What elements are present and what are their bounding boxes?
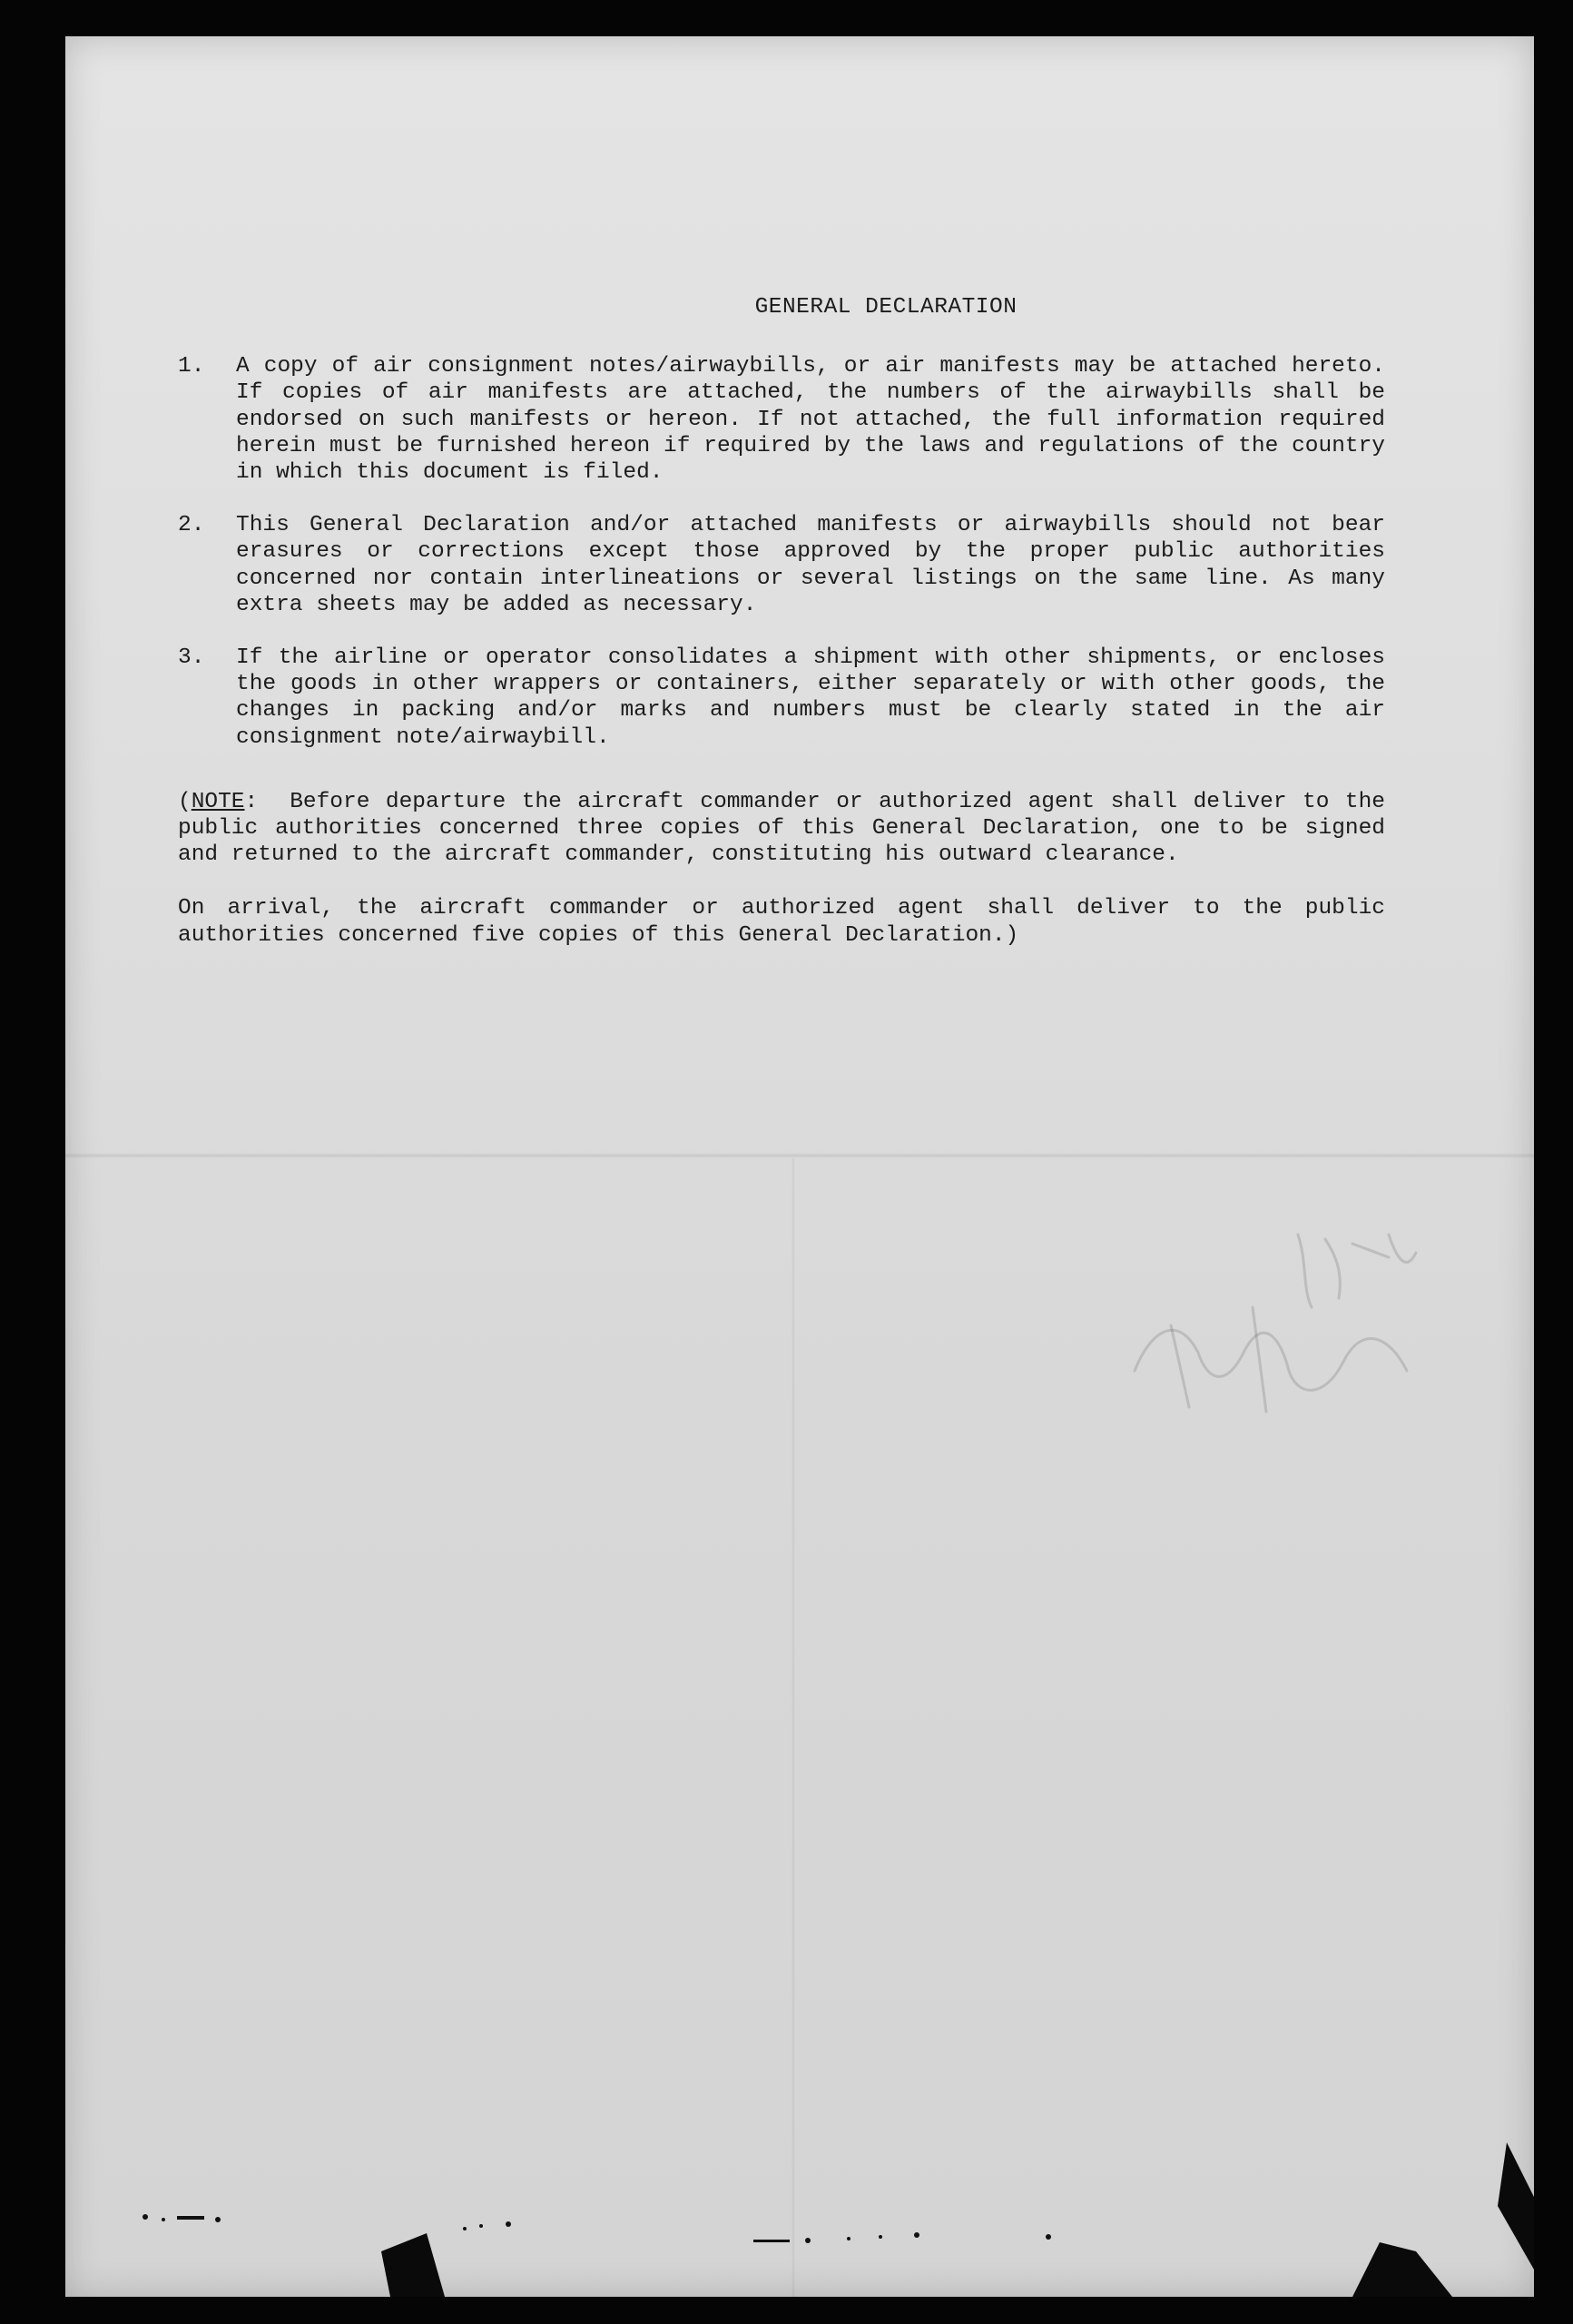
list-item-2: [178, 512, 1385, 618]
fold-line-vertical: [791, 1158, 795, 2297]
list-item-3: [178, 645, 1385, 751]
arrival-paragraph: On arrival, the aircraft commander or authorized agent shall deliver to the public authorities concerned five copies of this General Declaration.): [178, 896, 1385, 948]
note-label: NOTE: [191, 789, 245, 814]
item-number: 2.: [178, 513, 205, 538]
document-body: [178, 294, 1385, 949]
note-text: Before departure the aircraft commander or authorized agent shall deliver to the public authorities concerned three copies of this General Declaration, one to be signed and returned to the aircraft commander, constituting his outward clearance.: [178, 789, 1386, 868]
list-item-1: [178, 353, 1385, 486]
item-number: 1.: [178, 354, 205, 379]
document-title: GENERAL DECLARATION: [754, 295, 1018, 320]
item-text: A copy of air consignment notes/airwaybills, or air manifests may be attached hereto. If copies of air manifests are attached, the numbers of the airwaybills shall be endorsed on such manifests or hereon. If not attached, the full information required herein must be furnished hereon if required by the laws and regulations of the country in which this document is filed.: [236, 354, 1385, 486]
note-paragraph: (NOTE: Before departure the aircraft commander or authorized agent shall deliver to the public authorities concerned three copies of this General Declaration, one to be signed and returned to the aircraft commander, constituting his outward clearance.: [178, 789, 1386, 868]
handwritten-signature-mark: [1116, 1216, 1461, 1434]
item-text: If the airline or operator consolidates a shipment with other shipments, or encloses the goods in other wrappers or containers, either separately or with other goods, the changes in packing and/or marks and numbers must be clearly stated in the air consignment note/airwaybill.: [236, 645, 1385, 750]
item-number: 3.: [178, 645, 205, 671]
fold-line-horizontal: [65, 1153, 1534, 1158]
item-text: This General Declaration and/or attached manifests or airwaybills should not bear erasures or corrections except those approved by the proper public authorities concerned nor contain interlineations or several listings on the same line. As many extra sheets may be added as necessary.: [236, 513, 1385, 617]
